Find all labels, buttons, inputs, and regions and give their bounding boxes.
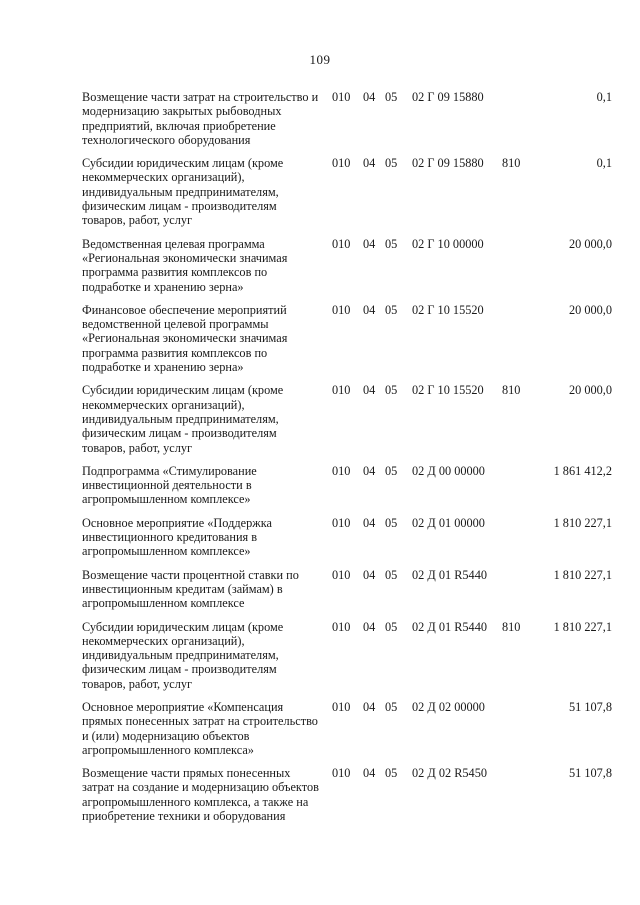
subsection-code: 05 (385, 90, 398, 104)
admin-code: 010 (332, 156, 351, 171)
admin-code: 010 (332, 699, 351, 714)
expense-type: 810 (502, 156, 521, 171)
target-article: 02 Д 02 00000 (412, 699, 485, 714)
page-number: 109 (309, 52, 331, 67)
expense-type: 810 (502, 383, 521, 398)
amount: 51 107,8 (568, 766, 612, 781)
row-description: Субсидии юридическим лицам (кроме некоммерческих организаций), индивидуальным предпринимателям, физическим лицам - производителям товаров, работ, услуг (82, 156, 284, 228)
target-article: 02 Д 01 R5440 (412, 567, 488, 582)
row-description: Основное мероприятие «Поддержка инвестиционного кредитования в агропромышленном комплексе» (82, 515, 272, 559)
section-code: 04 (363, 236, 376, 251)
section-code: 04 (363, 699, 376, 714)
amount: 1 810 227,1 (553, 619, 612, 634)
subsection-code: 05 (385, 766, 398, 781)
admin-code: 010 (332, 766, 351, 781)
table-row (82, 90, 612, 147)
row-description: Основное мероприятие «Компенсация прямых понесенных затрат на строительство и (или) модернизацию объектов агропромышленного комплекса» (82, 699, 318, 757)
table-row (82, 620, 612, 691)
section-code: 04 (363, 90, 376, 104)
target-article: 02 Г 10 15520 (412, 383, 484, 398)
row-description: Субсидии юридическим лицам (кроме некоммерческих организаций), индивидуальным предпринимателям, физическим лицам - производителям товаров, работ, услуг (82, 619, 284, 691)
section-code: 04 (363, 302, 376, 317)
subsection-code: 05 (385, 383, 398, 398)
table-row (82, 568, 612, 611)
section-code: 04 (363, 766, 376, 781)
table-row (82, 516, 612, 559)
target-article: 02 Г 09 15880 (412, 156, 484, 171)
section-code: 04 (363, 619, 376, 634)
subsection-code: 05 (385, 699, 398, 714)
admin-code: 010 (332, 619, 351, 634)
expense-type: 810 (502, 619, 521, 634)
target-article: 02 Д 00 00000 (412, 463, 485, 478)
table-row (82, 303, 612, 374)
target-article: 02 Д 01 R5440 (412, 619, 488, 634)
amount: 0,1 (596, 90, 612, 104)
section-code: 04 (363, 383, 376, 398)
admin-code: 010 (332, 567, 351, 582)
amount: 51 107,8 (568, 699, 612, 714)
table-row (82, 464, 612, 507)
subsection-code: 05 (385, 236, 398, 251)
subsection-code: 05 (385, 156, 398, 171)
amount: 0,1 (596, 156, 612, 171)
subsection-code: 05 (385, 619, 398, 634)
section-code: 04 (363, 156, 376, 171)
table-row (82, 156, 612, 227)
admin-code: 010 (332, 463, 351, 478)
admin-code: 010 (332, 515, 351, 530)
target-article: 02 Г 10 15520 (412, 302, 484, 317)
target-article: 02 Г 09 15880 (412, 90, 484, 104)
subsection-code: 05 (385, 302, 398, 317)
row-description: Финансовое обеспечение мероприятий ведомственной целевой программы «Региональная экономически значимая программа развития комплексов по подработке и хранению зерна» (82, 302, 288, 375)
table-row (82, 700, 612, 757)
admin-code: 010 (332, 383, 351, 398)
section-code: 04 (363, 515, 376, 530)
amount: 1 810 227,1 (553, 515, 612, 530)
budget-table (82, 90, 612, 832)
row-description: Ведомственная целевая программа «Региональная экономически значимая программа развития комплексов по подработке и хранению зерна» (82, 236, 288, 294)
admin-code: 010 (332, 236, 351, 251)
section-code: 04 (363, 463, 376, 478)
table-row (82, 237, 612, 294)
admin-code: 010 (332, 90, 351, 104)
table-row (82, 383, 612, 454)
amount: 1 810 227,1 (553, 567, 612, 582)
subsection-code: 05 (385, 463, 398, 478)
target-article: 02 Д 01 00000 (412, 515, 485, 530)
row-description: Субсидии юридическим лицам (кроме некоммерческих организаций), индивидуальным предпринимателям, физическим лицам - производителям товаров, работ, услуг (82, 383, 284, 455)
subsection-code: 05 (385, 515, 398, 530)
amount: 20 000,0 (568, 302, 612, 317)
amount: 20 000,0 (568, 383, 612, 398)
target-article: 02 Г 10 00000 (412, 236, 484, 251)
amount: 1 861 412,2 (553, 463, 612, 478)
amount: 20 000,0 (568, 236, 612, 251)
section-code: 04 (363, 567, 376, 582)
admin-code: 010 (332, 302, 351, 317)
target-article: 02 Д 02 R5450 (412, 766, 488, 781)
row-description: Возмещение части прямых понесенных затрат на создание и модернизацию объектов агропромышленного комплекса, а также на приобретение техники и оборудования (82, 766, 319, 824)
row-description: Возмещение части затрат на строительство и модернизацию закрытых рыбоводных предприятий, включая приобретение технологического оборудования (82, 90, 319, 147)
subsection-code: 05 (385, 567, 398, 582)
table-row (82, 766, 612, 823)
row-description: Подпрограмма «Стимулирование инвестиционной деятельности в агропромышленном комплексе» (82, 463, 257, 507)
row-description: Возмещение части процентной ставки по инвестиционным кредитам (займам) в агропромышленном комплексе (82, 567, 299, 611)
